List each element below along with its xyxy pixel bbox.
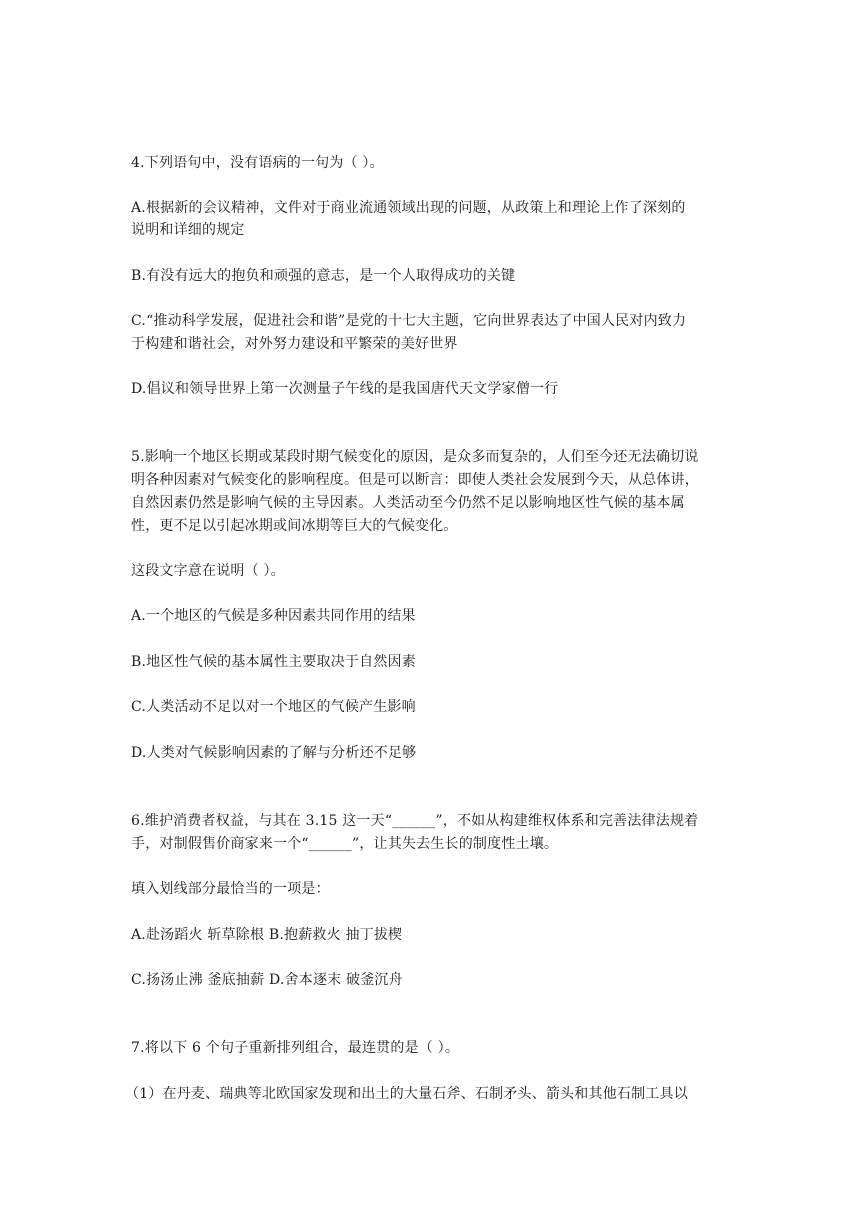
question-4-option-a-continued: 说明和详细的规定 [131, 222, 245, 238]
question-6-stem: 6.维护消费者权益，与其在 3.15 这一天“______”，不如从构建维权体系和完善法律法规着 [131, 813, 699, 829]
question-6-options-cd: C.扬汤止沸 釜底抽薪 D.舍本逐末 破釜沉舟 [131, 972, 403, 988]
question-5-passage-line: 明各种因素对气候变化的影响程度。但是可以断言：即使人类社会发展到今天，从总体讲， [131, 472, 699, 488]
question-4-option-d: D.倡议和领导世界上第一次测量子午线的是我国唐代天文学家僧一行 [131, 381, 559, 397]
question-5-option-a: A.一个地区的气候是多种因素共同作用的结果 [131, 608, 416, 624]
question-5-passage-line: 5.影响一个地区长期或某段时期气候变化的原因，是众多而复杂的，人们至今还无法确切说 [131, 449, 699, 465]
question-4-stem: 4.下列语句中，没有语病的一句为（ ）。 [131, 155, 384, 171]
question-4-option-c: C.“推动科学发展，促进社会和谐”是党的十七大主题，它向世界表达了中国人民对内致力 [131, 313, 687, 329]
question-5-passage-line: 性，更不足以引起冰期或间冰期等巨大的气候变化。 [131, 518, 458, 534]
question-5-option-c: C.人类活动不足以对一个地区的气候产生影响 [131, 699, 416, 715]
question-6-options-ab: A.赴汤蹈火 斩草除根 B.抱薪救火 抽丁拔楔 [131, 927, 403, 943]
question-5-option-b: B.地区性气候的基本属性主要取决于自然因素 [131, 654, 416, 670]
question-5-passage-line: 自然因素仍然是影响气候的主导因素。人类活动至今仍然不足以影响地区性气候的基本属 [131, 495, 685, 511]
question-4-option-c-continued: 于构建和谐社会，对外努力建设和平繁荣的美好世界 [131, 336, 458, 352]
question-7-stem: 7.将以下 6 个句子重新排列组合，最连贯的是（ ）。 [131, 1040, 460, 1056]
question-5-option-d: D.人类对气候影响因素的了解与分析还不足够 [131, 745, 417, 761]
question-7-sentence-1: （1）在丹麦、瑞典等北欧国家发现和出土的大量石斧、石制矛头、箭头和其他石制工具以 [125, 1086, 688, 1102]
question-6-stem-continued: 手，对制假售价商家来一个“______”，让其失去生长的制度性土壤。 [131, 836, 559, 852]
question-5-prompt: 这段文字意在说明（ ）。 [131, 563, 285, 579]
question-4-option-a: A.根据新的会议精神，文件对于商业流通领域出现的问题，从政策上和理论上作了深刻的 [131, 200, 686, 216]
question-6-prompt: 填入划线部分最恰当的一项是： [131, 881, 330, 897]
question-4-option-b: B.有没有远大的抱负和顽强的意志，是一个人取得成功的关键 [131, 268, 516, 284]
